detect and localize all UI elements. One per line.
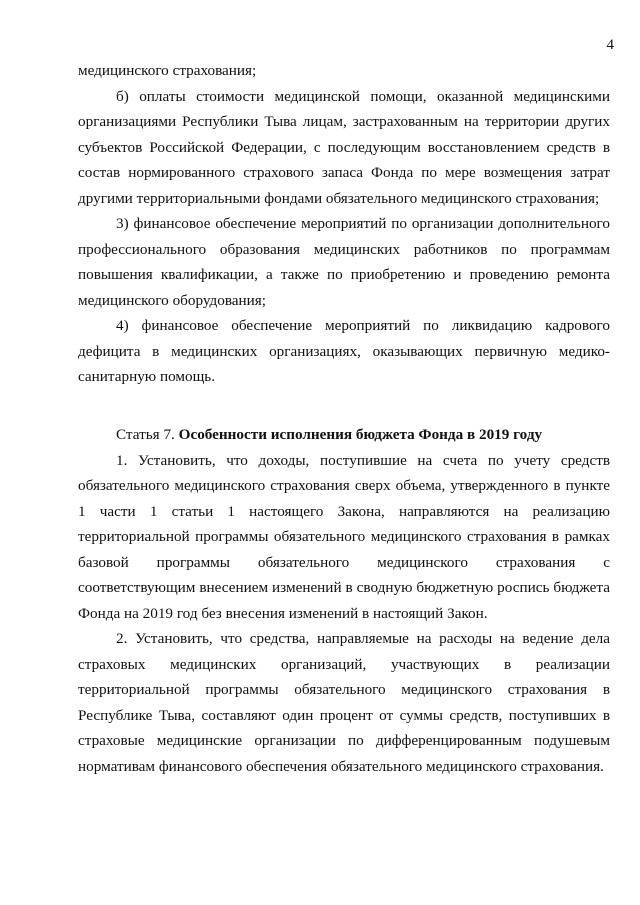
continuation-line: медицинского страхования; [78,62,257,79]
paragraph-item-b: б) оплаты стоимости медицинской помощи, оказанной медицинскими организациями Республики Тыва лицам, застрахованным на территории других субъектов Российской Федерации, с последующим восстановлением средств в состав нормированного страхового запаса Фонда по мере возмещения затрат другими территориальными фондами обязательного медицинского страхования; [78,87,610,207]
article-label: Статья 7. [116,426,175,443]
article-heading [78,422,610,448]
article-7-section [78,422,610,779]
paragraph-item-4: 4) финансовое обеспечение мероприятий по ликвидацию кадрового дефицита в медицинских организациях, оказывающих первичную медико-санитарную помощь. [78,317,610,385]
article-7-paragraph-2: 2. Установить, что средства, направляемые на расходы на ведение дела страховых медицинских организаций, участвующих в реализации территориальной программы обязательного медицинского страхования в Республике Тыва, составляют один процент от суммы средств, поступивших в страховые медицинские организации по дифференцированным подушевым нормативам финансового обеспечения обязательного медицинского страхования. [78,630,610,775]
article-title: Особенности исполнения бюджета Фонда в 2019 году [178,426,543,443]
section-top [78,58,610,390]
article-7-paragraph-1: 1. Установить, что доходы, поступившие на счета по учету средств обязательного медицинского страхования сверх объема, утвержденного в пункте 1 части 1 статьи 1 настоящего Закона, направляются на реализацию территориальной программы обязательного медицинского страхования в рамках базовой программы обязательного медицинского страхования с соответствующим внесением изменений в сводную бюджетную роспись бюджета Фонда на 2019 год без внесения изменений в настоящий Закон. [78,451,610,622]
paragraph-item-3: 3) финансовое обеспечение мероприятий по организации дополнительного профессионального образования медицинских работников по программам повышения квалификации, а также по приобретению и проведению ремонта медицинского оборудования; [78,215,610,309]
page-number: 4 [606,37,614,53]
